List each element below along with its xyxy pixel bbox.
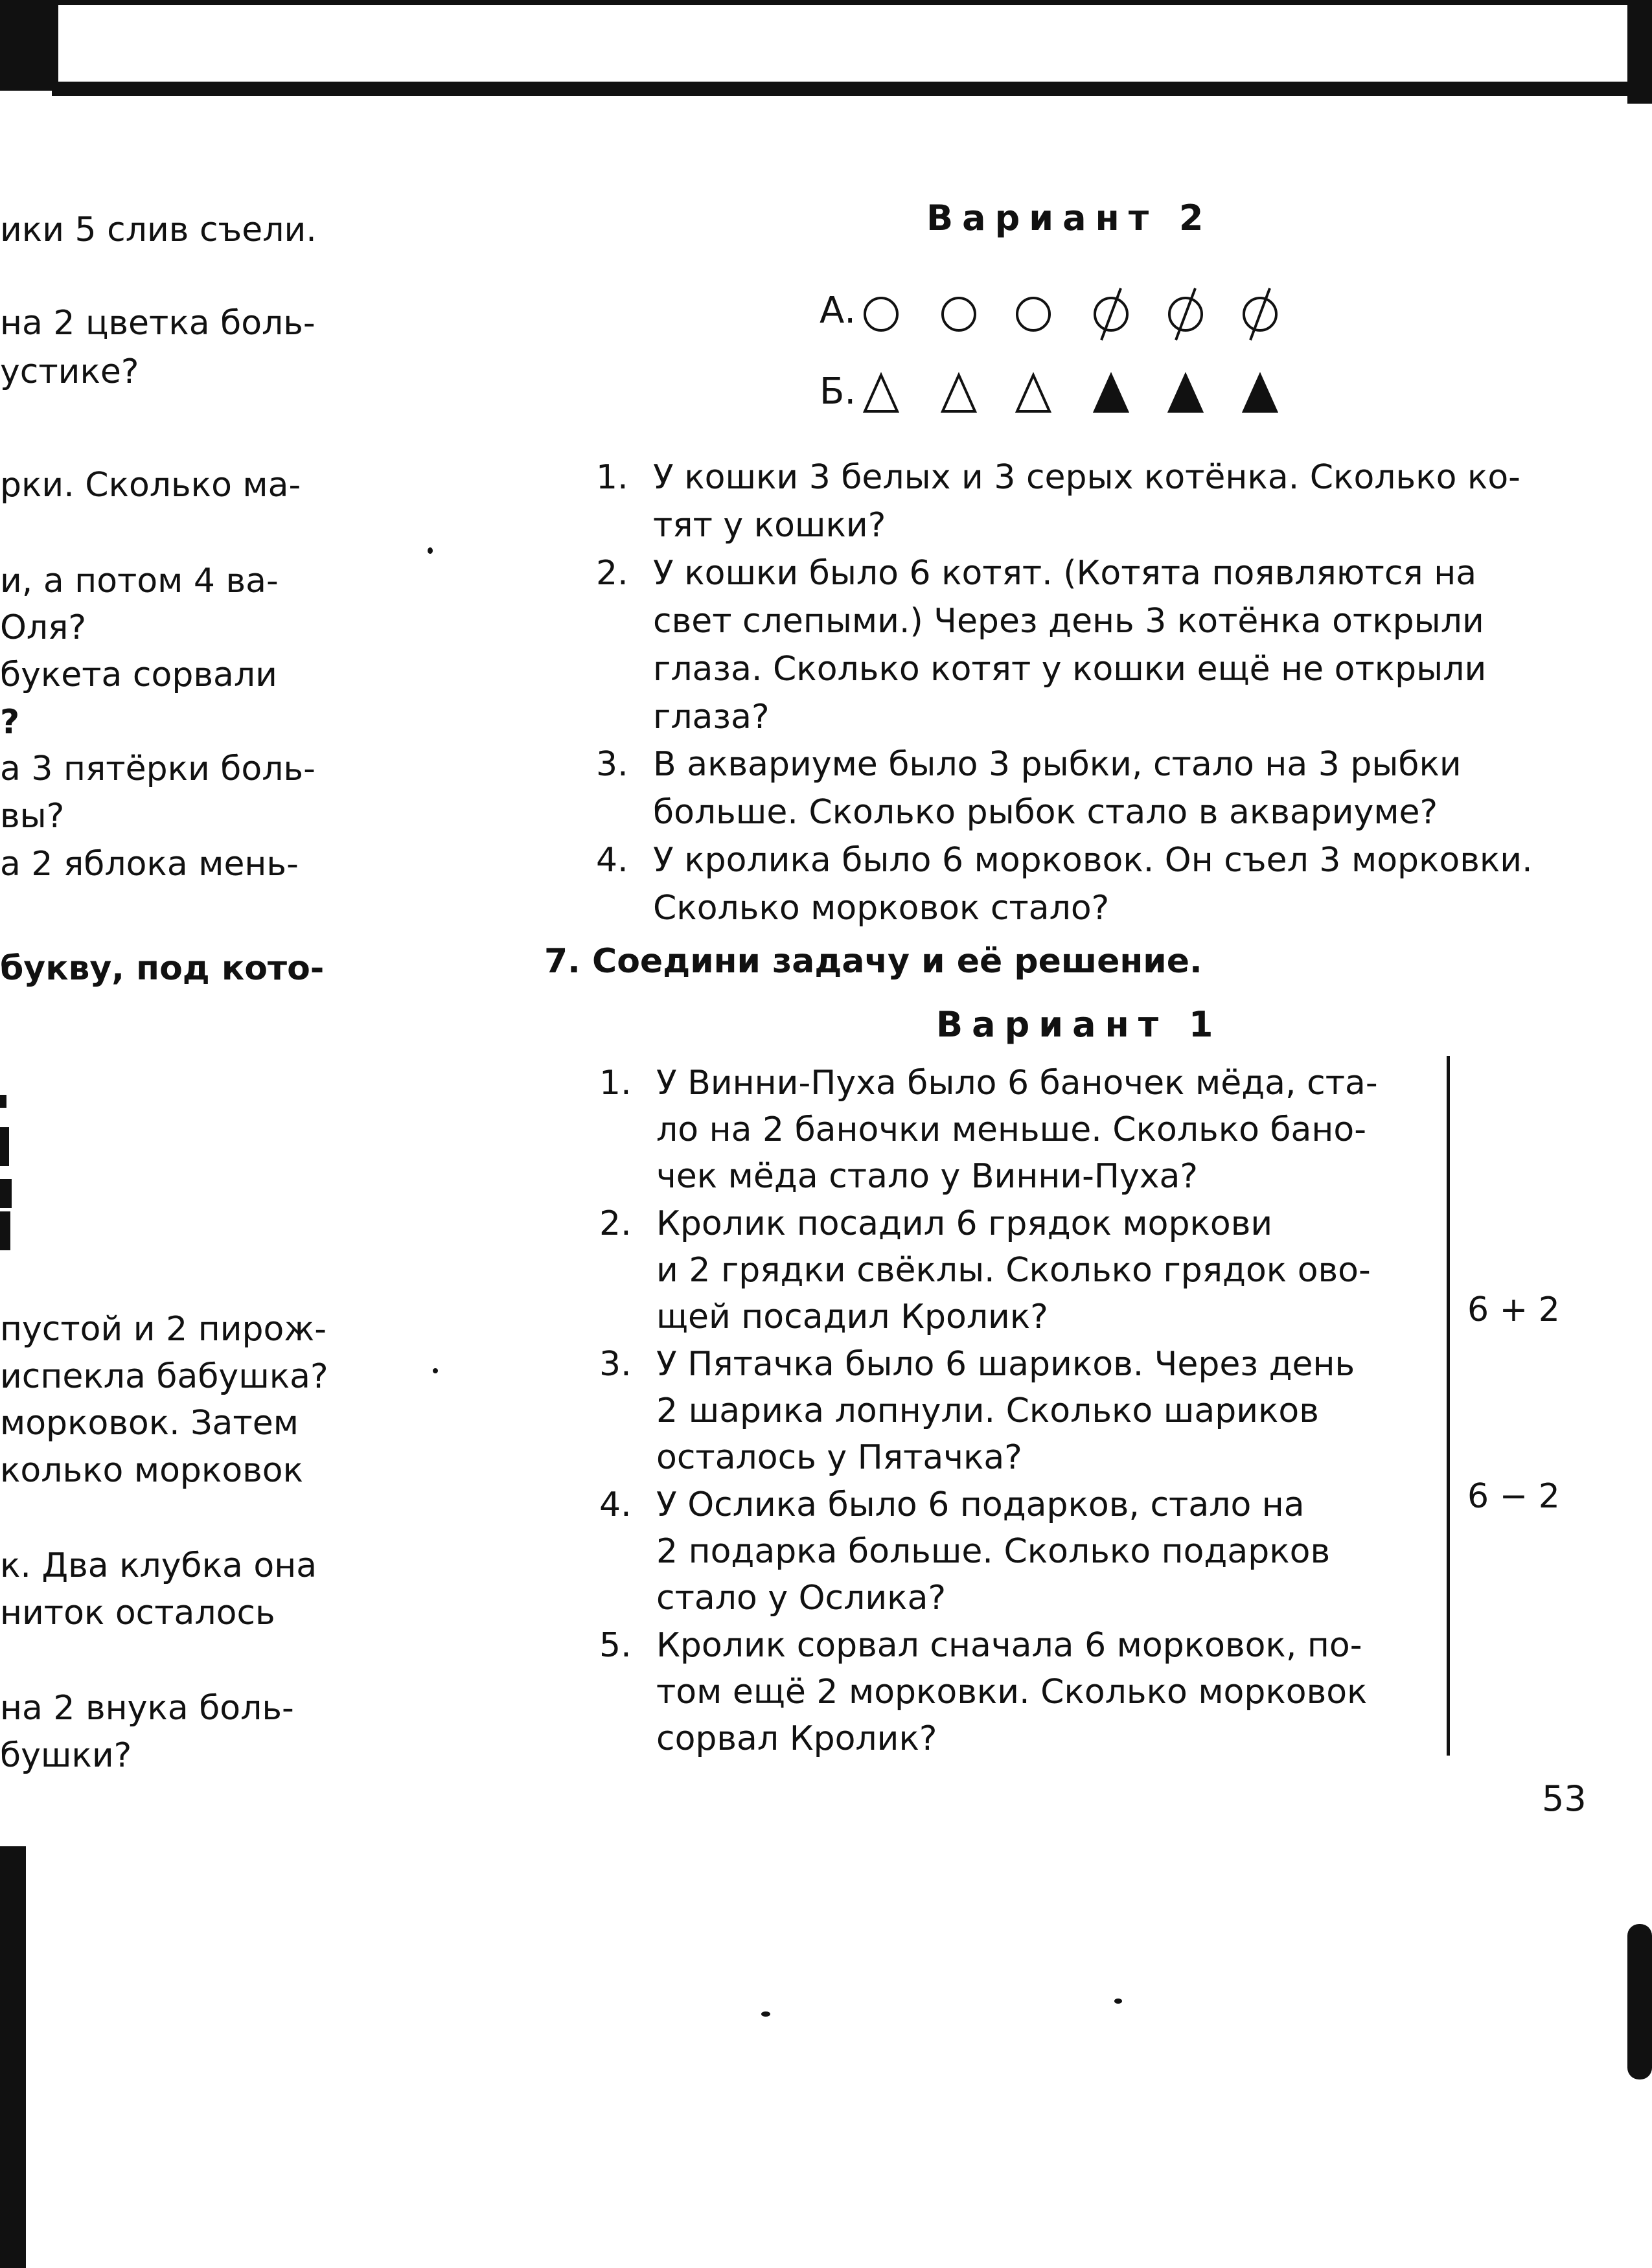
problem-line: У Винни-Пуха было 6 баночек мёда, ста- xyxy=(656,1064,1378,1103)
problem-line: ло на 2 баночки меньше. Сколько бано- xyxy=(656,1110,1366,1149)
problem-line: щей посадил Кролик? xyxy=(656,1298,1048,1336)
problem-number: 1. xyxy=(599,1064,632,1103)
scan-speck xyxy=(1114,1999,1122,2004)
triangle-filled-icon xyxy=(1095,375,1127,411)
problem-line: У кролика было 6 морковок. Он съел 3 морковки. xyxy=(653,841,1533,880)
problem-line: чек мёда стало у Винни-Пуха? xyxy=(656,1157,1198,1196)
left-line: на 2 цветка боль- xyxy=(0,304,315,343)
scan-speck xyxy=(433,1368,438,1373)
shape-row-a xyxy=(820,279,1312,343)
top-edge xyxy=(0,0,1652,5)
glyph-fragment xyxy=(0,1179,12,1208)
triangle-outline-icon xyxy=(865,375,897,411)
problem-line: 2 подарка больше. Сколько подарков xyxy=(656,1532,1331,1571)
column-divider xyxy=(1447,1056,1450,1756)
problem-line: У Ослика было 6 подарков, стало на xyxy=(656,1485,1305,1524)
variant-1-title: Вариант 1 xyxy=(936,1004,1222,1045)
circle-icon xyxy=(865,298,897,330)
left-line: бушки? xyxy=(0,1736,132,1775)
problem-line: В аквариуме было 3 рыбки, стало на 3 рыбки xyxy=(653,745,1462,784)
circles-figure xyxy=(862,285,1309,343)
left-line: испекла бабушка? xyxy=(0,1357,328,1396)
problem-line: Сколько морковок стало? xyxy=(653,889,1110,928)
row-b-label: Б. xyxy=(820,371,856,413)
top-rule xyxy=(52,82,1652,96)
problem-line: осталось у Пятачка? xyxy=(656,1438,1022,1477)
triangle-filled-icon xyxy=(1244,375,1276,411)
left-line: рки. Сколько ма- xyxy=(0,466,301,505)
scan-shadow-right xyxy=(1627,0,1652,104)
row-a-label: А. xyxy=(820,290,856,332)
problem-line: глаза? xyxy=(653,698,770,737)
problem-number: 4. xyxy=(596,841,628,880)
triangle-outline-icon xyxy=(1017,375,1050,411)
left-line: к. Два клубка она xyxy=(0,1546,317,1585)
shape-row-b xyxy=(820,360,1312,424)
problem-number: 3. xyxy=(599,1345,632,1384)
left-line: вы? xyxy=(0,797,65,836)
left-line: букета сорвали xyxy=(0,656,277,694)
problem-line: больше. Сколько рыбок стало в аквариуме? xyxy=(653,793,1438,832)
left-line: а 2 яблока мень- xyxy=(0,845,299,884)
left-line: устике? xyxy=(0,352,139,391)
scan-shadow xyxy=(0,0,58,91)
problem-number: 1. xyxy=(596,458,628,497)
left-line: морковок. Затем xyxy=(0,1404,299,1443)
left-line: на 2 внука боль- xyxy=(0,1689,294,1728)
problem-line: свет слепыми.) Через день 3 котёнка открыли xyxy=(653,602,1484,641)
solution-expression: 6 + 2 xyxy=(1467,1290,1560,1329)
glyph-fragment xyxy=(0,1127,9,1166)
problem-line: У Пятачка было 6 шариков. Через день xyxy=(656,1345,1355,1384)
problem-number: 4. xyxy=(599,1485,632,1524)
problem-line: и 2 грядки свёклы. Сколько грядок ово- xyxy=(656,1251,1371,1290)
problem-number: 5. xyxy=(599,1626,632,1665)
scan-speck xyxy=(761,2011,770,2017)
triangle-outline-icon xyxy=(943,375,975,411)
left-line: а 3 пятёрки боль- xyxy=(0,750,315,788)
left-line: и, а потом 4 ва- xyxy=(0,562,279,601)
triangle-filled-icon xyxy=(1169,375,1202,411)
glyph-fragment xyxy=(0,1095,6,1108)
left-line: Оля? xyxy=(0,608,87,647)
problem-number: 2. xyxy=(596,554,628,593)
scan-shadow-left xyxy=(0,1846,26,2268)
circle-icon xyxy=(943,298,975,330)
variant-2-title: Вариант 2 xyxy=(926,198,1213,238)
triangles-figure xyxy=(862,367,1309,419)
problem-line: стало у Ослика? xyxy=(656,1579,946,1618)
circle-icon xyxy=(1017,298,1050,330)
problem-line: У кошки 3 белых и 3 серых котёнка. Сколько ко- xyxy=(653,458,1520,497)
page-number: 53 xyxy=(1542,1778,1587,1819)
problem-number: 3. xyxy=(596,745,628,784)
left-line: букву, под кото- xyxy=(0,949,325,988)
problem-line: сорвал Кролик? xyxy=(656,1719,937,1758)
problem-line: У кошки было 6 котят. (Котята появляются на xyxy=(653,554,1477,593)
left-line: пустой и 2 пирож- xyxy=(0,1310,327,1349)
problem-line: Кролик сорвал сначала 6 морковок, по- xyxy=(656,1626,1362,1665)
problem-number: 2. xyxy=(599,1204,632,1243)
problem-line: глаза. Сколько котят у кошки ещё не открыли xyxy=(653,650,1487,689)
left-line: ики 5 слив съели. xyxy=(0,211,317,249)
glyph-fragment xyxy=(0,1211,10,1250)
solution-expression: 6 − 2 xyxy=(1467,1477,1560,1516)
left-line: ? xyxy=(0,703,20,742)
scan-speck xyxy=(428,547,433,554)
problem-line: Кролик посадил 6 грядок моркови xyxy=(656,1204,1273,1243)
top-band xyxy=(36,0,1652,91)
problem-line: тят у кошки? xyxy=(653,506,886,545)
problem-line: 2 шарика лопнули. Сколько шариков xyxy=(656,1392,1319,1430)
scan-shadow-right-lower xyxy=(1627,1924,1652,2079)
left-line: колько морковок xyxy=(0,1451,303,1490)
task-7-heading: 7. Соедини задачу и её решение. xyxy=(544,942,1202,981)
left-line: ниток осталось xyxy=(0,1594,275,1632)
problem-line: том ещё 2 морковки. Сколько морковок xyxy=(656,1673,1368,1712)
